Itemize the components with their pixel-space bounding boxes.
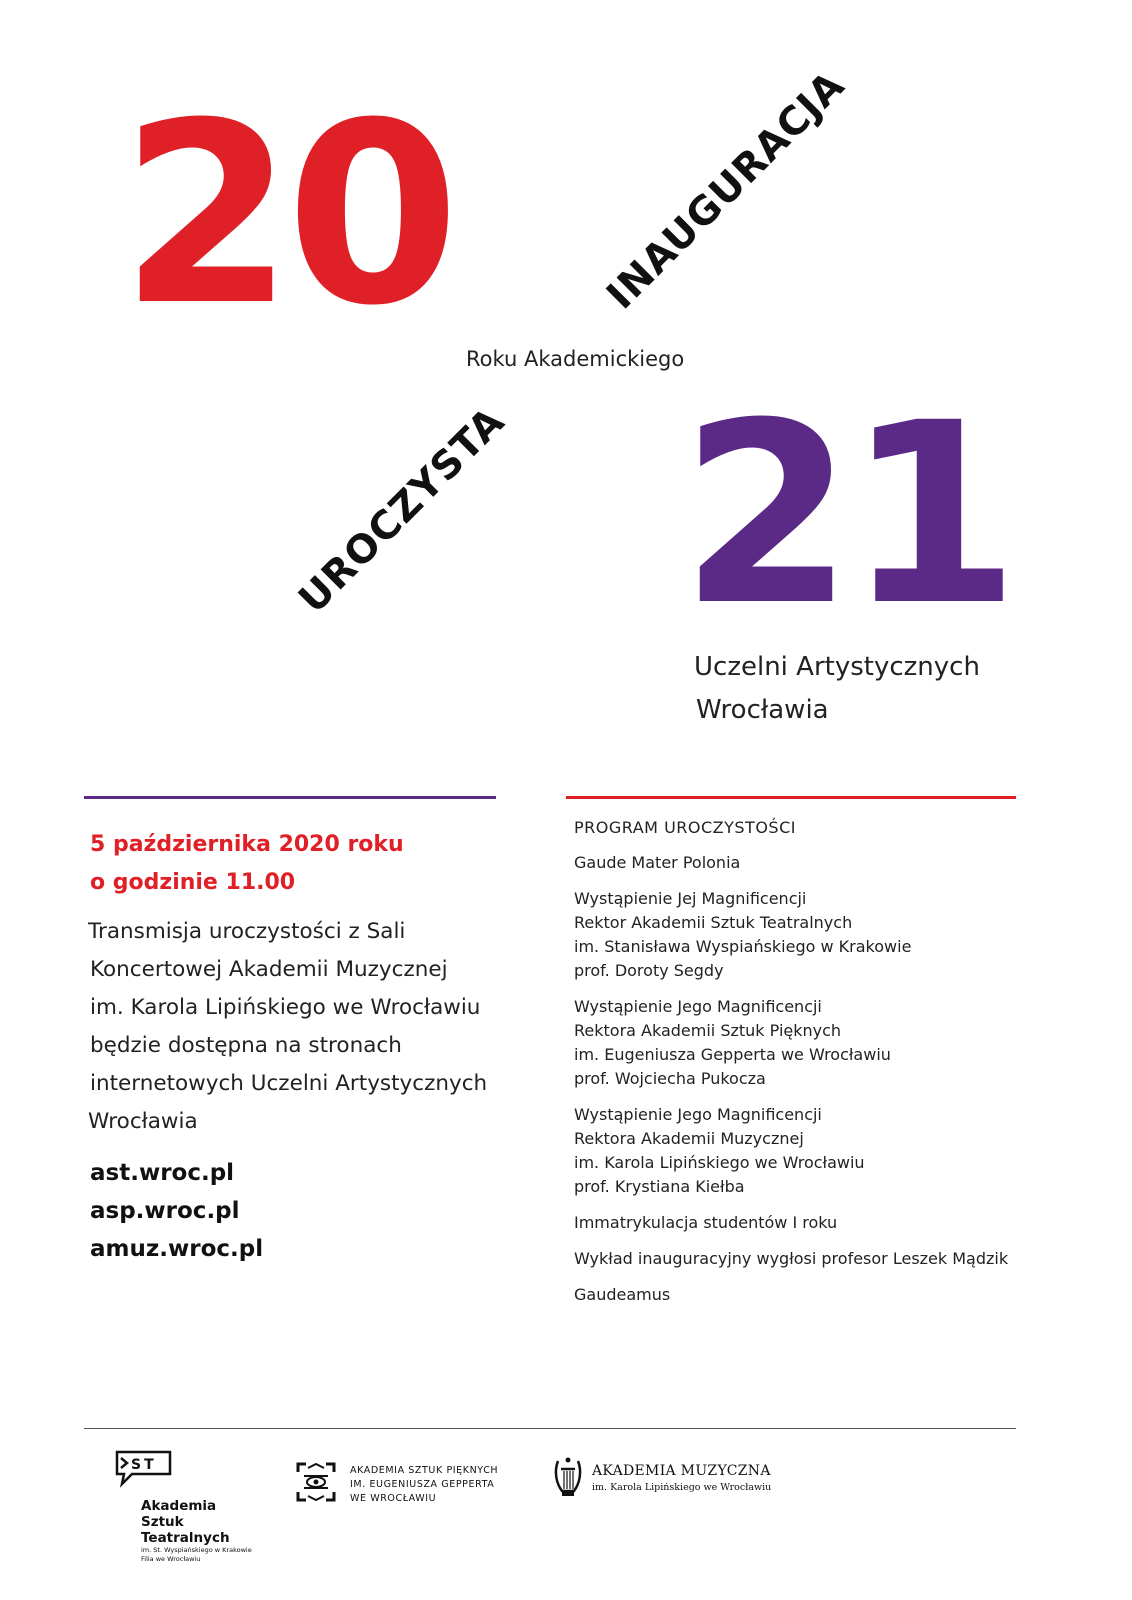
transmission-line: Transmisja uroczystości z Sali	[88, 919, 406, 944]
transmission-line: Wrocławia	[88, 1109, 198, 1134]
program-item	[574, 887, 1014, 983]
transmission-line: będzie dostępna na stronach	[90, 1033, 402, 1058]
program-line: Rektora Akademii Sztuk Pięknych	[574, 1021, 842, 1040]
program-line: prof. Krystiana Kiełba	[574, 1177, 745, 1196]
program-item	[574, 1247, 1014, 1271]
program-line: im. Stanisława Wyspiańskiego w Krakowie	[574, 937, 912, 956]
asp-name	[350, 1464, 520, 1506]
ast-mark-icon	[114, 1450, 174, 1490]
universities-line-2: Wrocławia	[696, 695, 829, 725]
program-item	[574, 1211, 1014, 1235]
universities-line-1: Uczelni Artystycznych	[694, 652, 980, 682]
right-divider	[566, 796, 1016, 799]
transmission-line: internetowych Uczelni Artystycznych	[90, 1071, 488, 1096]
program-item	[574, 995, 1014, 1091]
ast-sub-line: im. St. Wyspiańskiego w Krakowie	[141, 1546, 252, 1554]
universities-label	[694, 646, 980, 732]
program-line: Gaudeamus	[574, 1285, 671, 1304]
program-line: Gaude Mater Polonia	[574, 853, 741, 872]
program-line: im. Eugeniusza Gepperta we Wrocławiu	[574, 1045, 891, 1064]
asp-mark-icon	[294, 1460, 338, 1504]
program-line: prof. Wojciecha Pukocza	[574, 1069, 766, 1088]
website-links	[90, 1154, 263, 1268]
left-divider	[84, 796, 496, 799]
link-amuz[interactable]: amuz.wroc.pl	[90, 1236, 264, 1262]
footer-divider	[84, 1428, 1016, 1429]
asp-line: IM. EUGENIUSZA GEPPERTA	[350, 1479, 495, 1490]
asp-logo	[294, 1460, 534, 1510]
ast-logo	[114, 1450, 252, 1564]
event-date-line: 5 października 2020 roku	[90, 832, 404, 857]
academic-year-label: Roku Akademickiego	[466, 347, 685, 371]
ast-subtitle	[141, 1546, 252, 1564]
event-date	[90, 826, 404, 902]
program-line: Rektora Akademii Muzycznej	[574, 1129, 804, 1148]
program-line: Wystąpienie Jej Magnificencji	[574, 889, 807, 908]
program-item	[574, 851, 1014, 875]
program-line: Rektor Akademii Sztuk Teatralnych	[574, 913, 853, 932]
ast-mark-text: ST	[131, 1457, 157, 1473]
transmission-line: im. Karola Lipińskiego we Wrocławiu	[90, 995, 481, 1020]
amuz-logo	[552, 1455, 782, 1505]
year-end-number: 21	[680, 369, 1012, 660]
ast-title-line: Sztuk	[141, 1514, 184, 1530]
link-asp[interactable]: asp.wroc.pl	[90, 1198, 240, 1224]
transmission-info	[88, 913, 498, 1141]
program-line: Wykład inauguracyjny wygłosi profesor Leszek Mądzik	[574, 1249, 1009, 1268]
program-line: Wystąpienie Jego Magnificencji	[574, 1105, 822, 1124]
program-title: PROGRAM UROCZYSTOŚCI	[574, 818, 796, 837]
program-item	[574, 1103, 1014, 1199]
amuz-name: AKADEMIA MUZYCZNA	[592, 1463, 771, 1479]
ast-title-line: Akademia	[141, 1498, 217, 1514]
event-time-line: o godzinie 11.00	[90, 870, 296, 895]
asp-line: AKADEMIA SZTUK PIĘKNYCH	[350, 1465, 499, 1476]
ast-title-line: Teatralnych	[141, 1530, 230, 1546]
ast-title	[141, 1498, 252, 1546]
link-ast[interactable]: ast.wroc.pl	[90, 1160, 235, 1186]
ceremony-program	[574, 818, 1014, 1319]
inauguracja-heading: INAUGURACJA	[598, 62, 854, 319]
year-start-number: 20	[120, 69, 452, 360]
asp-line: WE WROCŁAWIU	[350, 1493, 437, 1504]
lyre-icon	[552, 1455, 584, 1499]
program-line: im. Karola Lipińskiego we Wrocławiu	[574, 1153, 865, 1172]
transmission-line: Koncertowej Akademii Muzycznej	[90, 957, 448, 982]
ast-sub-line: Filia we Wrocławiu	[141, 1555, 201, 1563]
program-line: prof. Doroty Segdy	[574, 961, 724, 980]
program-item	[574, 1283, 1014, 1307]
uroczysta-heading: UROCZYSTA	[290, 398, 514, 623]
program-line: Immatrykulacja studentów I roku	[574, 1213, 838, 1232]
amuz-subtitle: im. Karola Lipińskiego we Wrocławiu	[592, 1482, 772, 1493]
program-line: Wystąpienie Jego Magnificencji	[574, 997, 822, 1016]
